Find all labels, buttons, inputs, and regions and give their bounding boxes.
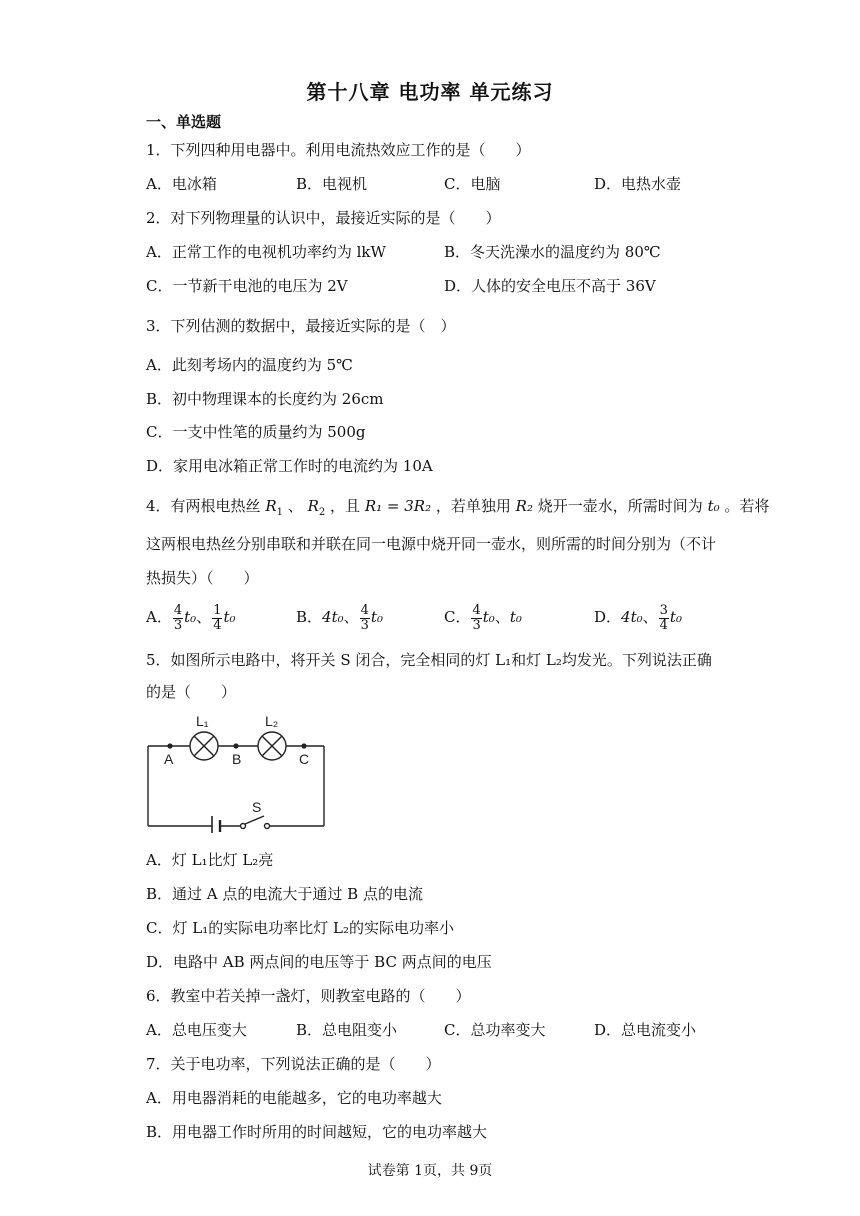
switch-contact-left [241, 824, 246, 829]
label-l1: L₁ [196, 713, 209, 729]
question-1-option-d: D．电热水壶 [594, 175, 682, 193]
node-c [301, 743, 306, 748]
circuit-diagram [140, 708, 340, 833]
question-5-option-a: A．灯 L₁比灯 L₂亮 [146, 851, 274, 869]
question-5-line-1: 5．如图所示电路中，将开关 S 闭合，完全相同的灯 L₁和灯 L₂均发光。下列说法正确 [146, 651, 712, 669]
q4-r2-sub: 2 [318, 507, 326, 518]
question-3-option-b: B．初中物理课本的长度约为 26cm [146, 390, 384, 408]
fraction-4-3: $\frac{4}{3}$ [360, 602, 369, 633]
page-title: 第十八章 电功率 单元练习 [306, 80, 554, 104]
option-label: C． [444, 608, 471, 626]
question-7-option-b: B．用电器工作时所用的时间越短，它的电功率越大 [146, 1123, 488, 1141]
q4-r2b: R₂ [515, 497, 533, 515]
switch-contact-right [265, 824, 270, 829]
q4-sep: 、 [287, 497, 303, 515]
fraction-4-3: $\frac{4}{3}$ [173, 602, 183, 633]
page-footer: 试卷第 1页，共 9页 [367, 1163, 493, 1179]
question-6-option-d: D．总电流变小 [594, 1021, 697, 1039]
option-label: B． [296, 608, 323, 626]
question-7-option-a: A．用电器消耗的电能越多，它的电功率越大 [146, 1089, 442, 1107]
question-2-stem: 2．对下列物理量的认识中，最接近实际的是（ ） [146, 209, 501, 227]
label-b: B [232, 751, 242, 767]
question-4-line-1 [146, 496, 769, 523]
question-6-option-b: B．总电阻变小 [296, 1021, 398, 1039]
question-2-option-d: D．人体的安全电压不高于 36V [444, 277, 656, 295]
question-4-option-d: D．4t₀、 $\frac{3}{4}$ t₀ [594, 602, 682, 633]
question-4-option-c: C． $\frac{4}{3}$ t₀、t₀ [444, 602, 522, 633]
question-5-line-2: 的是（ ） [146, 683, 237, 701]
q4-mid: ，且 [330, 497, 361, 515]
question-3-stem: 3．下列估测的数据中，最接近实际的是（ ） [146, 317, 456, 335]
option-label: A． [146, 608, 172, 626]
question-5-option-c: C．灯 L₁的实际电功率比灯 L₂的实际电功率小 [146, 919, 454, 937]
question-7-stem: 7．关于电功率，下列说法正确的是（ ） [146, 1055, 441, 1073]
question-2-option-b: B．冬天洗澡水的温度约为 80℃ [444, 243, 661, 261]
question-4-option-b: B．4t₀、 $\frac{4}{3}$ t₀ [296, 602, 383, 633]
q4-r1: R [265, 497, 277, 515]
q4-mid2: ，若单独用 [435, 497, 511, 515]
question-3-option-d: D．家用电冰箱正常工作时的电流约为 10A [146, 457, 433, 475]
question-1-stem: 1．下列四种用电器中。利用电流热效应工作的是（ ） [146, 141, 531, 159]
question-6-option-c: C．总功率变大 [444, 1021, 546, 1039]
question-1-option-a: A．电冰箱 [146, 175, 217, 193]
option-label: D． [594, 608, 622, 626]
question-4-line-2: 这两根电热丝分别串联和并联在同一电源中烧开同一壶水，则所需的时间分别为（不计 [146, 535, 717, 553]
label-a: A [164, 751, 174, 767]
question-3-option-a: A．此刻考场内的温度约为 5℃ [146, 356, 353, 374]
q4-r2: R [307, 497, 319, 515]
node-b [233, 743, 238, 748]
question-4-option-a: A． $\frac{4}{3}$ t₀、 $\frac{1}{4}$ t₀ [146, 602, 236, 633]
question-1-option-c: C．电脑 [444, 175, 501, 193]
q4-r1-sub: 1 [276, 507, 283, 518]
question-5-option-b: B．通过 A 点的电流大于通过 B 点的电流 [146, 885, 423, 903]
question-6-option-a: A．总电压变大 [146, 1021, 247, 1039]
question-5-option-d: D．电路中 AB 两点间的电压等于 BC 两点间的电压 [146, 953, 492, 971]
q4-equation: R₁ = 3R₂ [364, 497, 432, 515]
label-l2: L₂ [265, 713, 279, 729]
q4-mid3: 烧开一壶水，所需时间为 [537, 497, 703, 515]
label-s: S [252, 799, 262, 815]
question-6-stem: 6．教室中若关掉一盏灯，则教室电路的（ ） [146, 987, 471, 1005]
label-c: C [299, 751, 310, 767]
section-heading: 一、单选题 [146, 113, 222, 131]
question-3-option-c: C．一支中性笔的质量约为 500g [146, 423, 366, 441]
question-4-line-3: 热损失）（ ） [146, 569, 259, 587]
question-1-option-b: B．电视机 [296, 175, 368, 193]
fraction-1-4: $\frac{1}{4}$ [213, 602, 222, 633]
switch-lever-icon [245, 816, 264, 824]
fraction-3-4: $\frac{3}{4}$ [659, 602, 668, 633]
fraction-4-3: $\frac{4}{3}$ [472, 602, 481, 633]
node-a [167, 743, 172, 748]
question-2-option-c: C．一节新干电池的电压为 2V [146, 277, 348, 295]
q4-text: 4．有两根电热丝 [146, 497, 261, 515]
q4-end: 。若将 [724, 497, 770, 515]
q4-t0: t₀ [707, 497, 720, 515]
question-2-option-a: A．正常工作的电视机功率约为 lkW [146, 243, 386, 261]
